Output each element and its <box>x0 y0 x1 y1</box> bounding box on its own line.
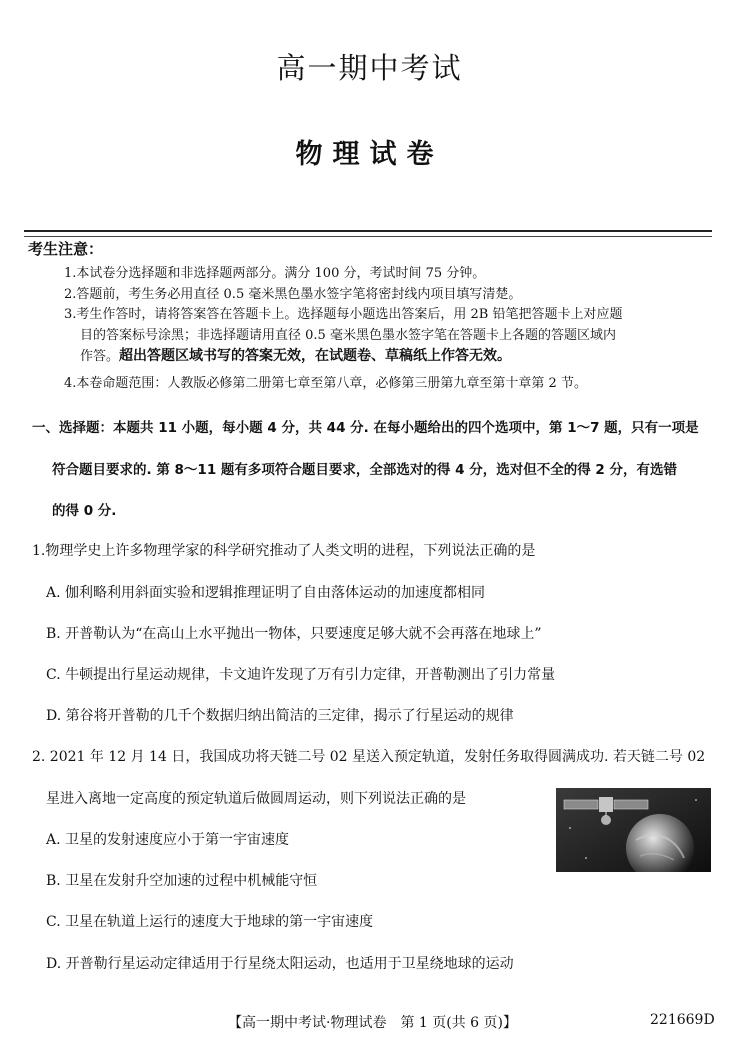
page-footer: 【高一期中考试·物理试卷 第 1 页(共 6 页)】 <box>228 1015 517 1031</box>
question-1-stem: 1.物理学史上许多物理学家的科学研究推动了人类文明的进程，下列说法正确的是 <box>32 543 536 559</box>
satellite-earth-image <box>556 788 711 872</box>
notice-item-3-end <box>80 345 511 365</box>
exam-subtitle: 物理试卷 <box>295 139 444 170</box>
question-1-option-b: B. 开普勒认为“在高山上水平抛出一物体，只要速度足够大就不会再落在地球上” <box>46 626 542 642</box>
divider-rule-thick <box>24 230 712 232</box>
notice-item-3: 3.考生作答时，请将答案答在答题卡上。选择题每小题选出答案后，用 2B 铅笔把答题卡上对应题 <box>64 307 623 322</box>
exam-code: 221669D <box>650 1012 715 1028</box>
notice-item-1: 1.本试卷分选择题和非选择题两部分。满分 100 分，考试时间 75 分钟。 <box>64 266 486 281</box>
question-2-option-a: A. 卫星的发射速度应小于第一宇宙速度 <box>46 832 290 848</box>
notice-emphasis: 超出答题区域书写的答案无效，在试题卷、草稿纸上作答无效。 <box>119 348 512 364</box>
question-1-option-a: A. 伽利略利用斜面实验和逻辑推理证明了自由落体运动的加速度都相同 <box>46 585 486 601</box>
question-2-option-c: C. 卫星在轨道上运行的速度大于地球的第一宇宙速度 <box>46 914 374 930</box>
notice-item-4: 4.本卷命题范围：人教版必修第二册第七章至第八章，必修第三册第九章至第十章第 2 节。 <box>64 376 587 391</box>
notice-item-2: 2.答题前，考生务必用直径 0.5 毫米黑色墨水签字笔将密封线内项目填写清楚。 <box>64 287 522 302</box>
notice-item-3-cont: 目的答案标号涂黑；非选择题请用直径 0.5 毫米黑色墨水签字笔在答题卡上各题的答题区域内 <box>80 328 616 343</box>
question-2-stem-line-1: 2. 2021 年 12 月 14 日，我国成功将天链二号 02 星送入预定轨道，发射任务取得圆满成功. 若天链二号 02 <box>32 749 706 765</box>
notice-item-3-tail: 作答。 <box>80 349 120 364</box>
question-2-option-b: B. 卫星在发射升空加速的过程中机械能守恒 <box>46 873 318 889</box>
question-1-option-d: D. 第谷将开普勒的几千个数据归纳出简洁的三定律，揭示了行星运动的规律 <box>46 708 514 724</box>
section-instruction-line-3: 的得 0 分. <box>52 503 117 519</box>
divider-rule-thin <box>24 236 712 237</box>
question-2-option-d: D. 开普勒行星运动定律适用于行星绕太阳运动，也适用于卫星绕地球的运动 <box>46 956 514 972</box>
section-instruction-line-1: 一、选择题：本题共 11 小题，每小题 4 分，共 44 分. 在每小题给出的四个选项中，第 1～7 题，只有一项是 <box>32 420 699 436</box>
notice-heading: 考生注意： <box>28 240 104 258</box>
question-1-option-c: C. 牛顿提出行星运动规律，卡文迪许发现了万有引力定律，开普勒测出了引力常量 <box>46 667 556 683</box>
satellite-earth-illustration <box>556 788 711 872</box>
section-instruction-line-2: 符合题目要求的. 第 8～11 题有多项符合题目要求，全部选对的得 4 分，选对但不全的得 2 分，有选错 <box>52 462 677 478</box>
exam-title: 高一期中考试 <box>276 51 463 85</box>
question-2-stem-line-2: 星进入离地一定高度的预定轨道后做圆周运动，则下列说法正确的是 <box>46 791 466 807</box>
